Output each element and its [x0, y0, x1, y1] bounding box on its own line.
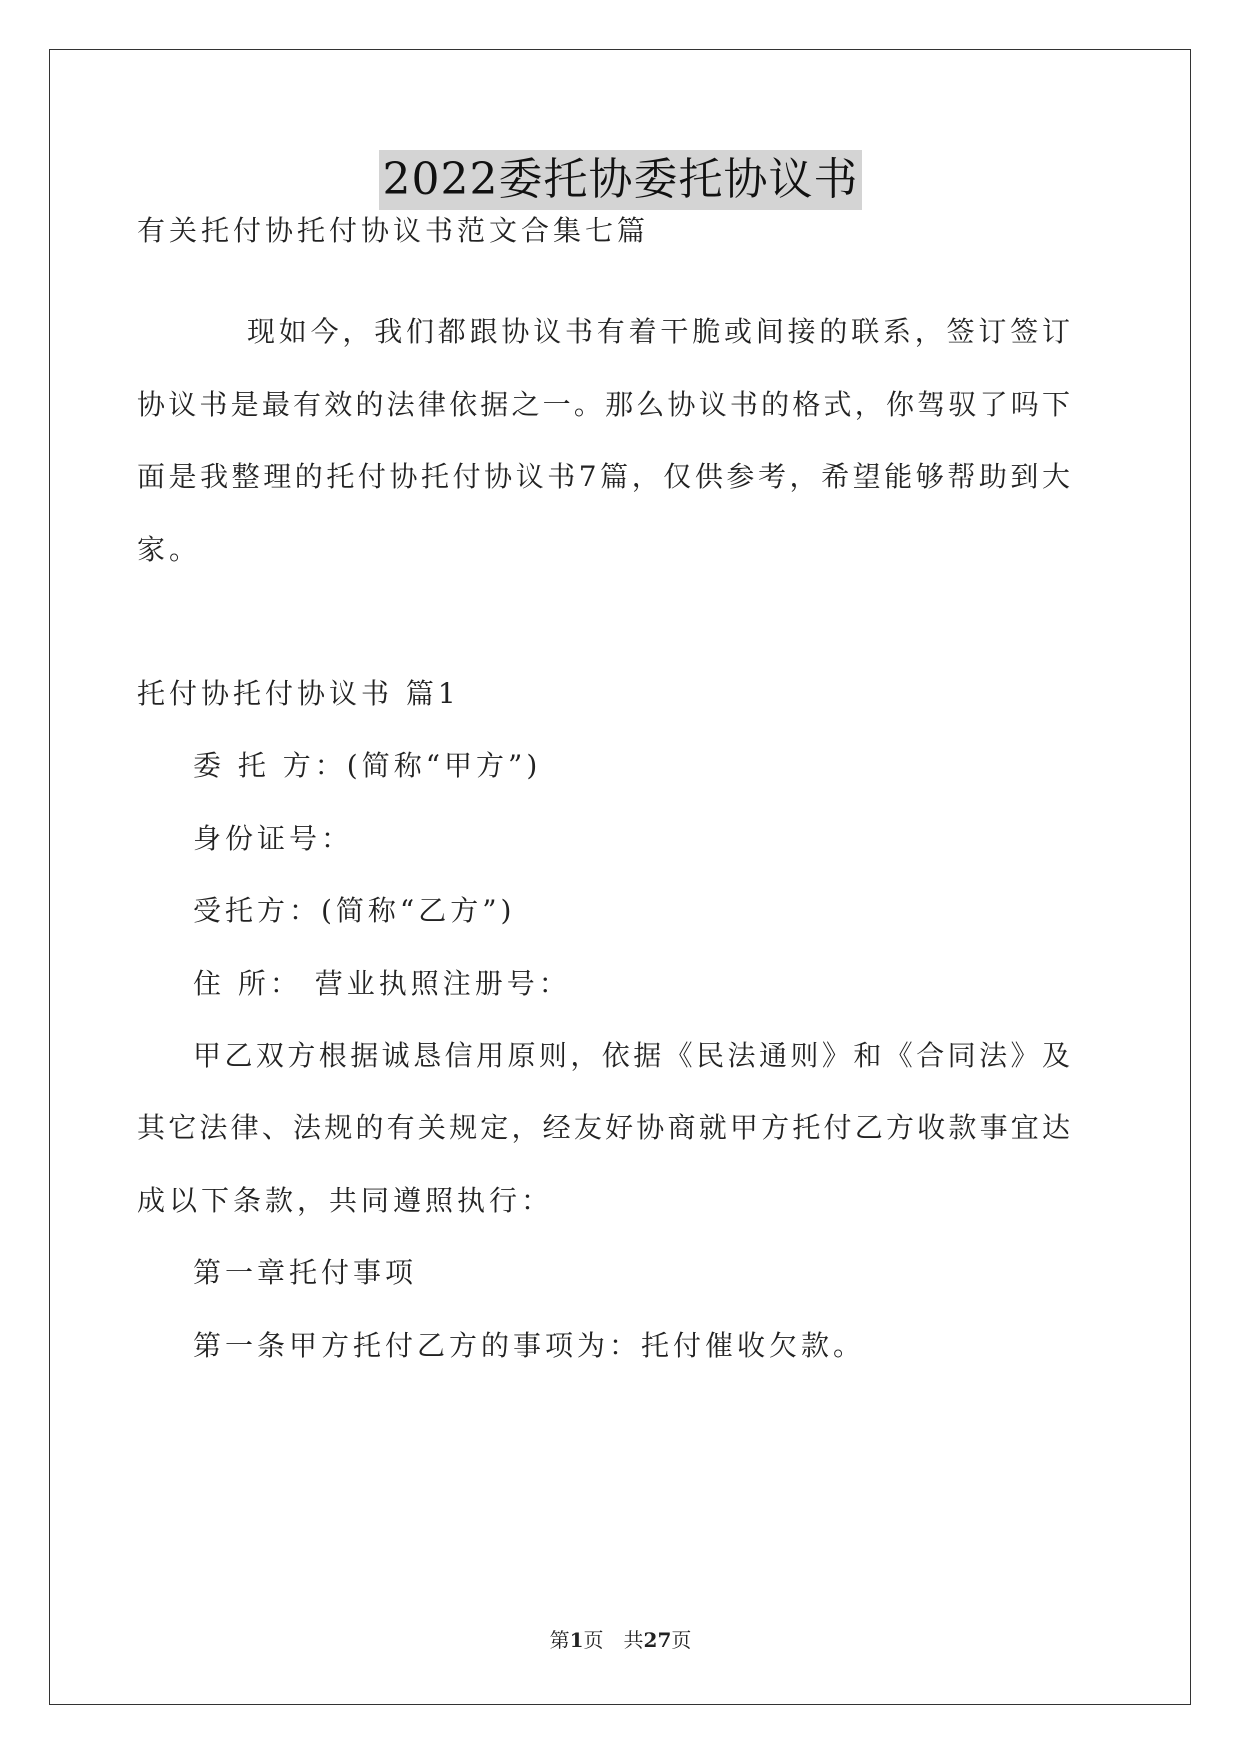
footer-page-number: 1: [569, 1628, 584, 1652]
agent-field: 受托方：(简称“乙方”): [193, 894, 516, 927]
address-field: 住 所： 营业执照注册号：: [193, 967, 571, 1000]
body-line-2: 其它法律、法规的有关规定，经友好协商就甲方托付乙方收款事宜达: [137, 1111, 1072, 1144]
chapter-heading: 第一章托付事项: [193, 1256, 418, 1289]
client-field: 委 托 方：(简称“甲方”): [193, 749, 542, 782]
intro-line-1: 现如今，我们都跟协议书有着干脆或间接的联系，签订签订: [247, 315, 1072, 348]
intro-line-3: 面是我整理的托付协托付协议书7篇，仅供参考，希望能够帮助到大: [137, 460, 1072, 493]
body-line-1: 甲乙双方根据诚恳信用原则，依据《民法通则》和《合同法》及: [193, 1039, 1072, 1072]
page-footer: [0, 1626, 1241, 1654]
footer-prefix: 第: [549, 1628, 570, 1652]
page-border: [49, 49, 1191, 1705]
body-line-3: 成以下条款，共同遵照执行：: [137, 1184, 554, 1217]
title-container: [0, 150, 1241, 210]
document-subtitle: 有关托付协托付协议书范文合集七篇: [137, 214, 650, 247]
document-title: 2022委托协委托协议书: [379, 150, 863, 210]
section-heading: 托付协托付协议书 篇1: [137, 677, 460, 710]
footer-total-pages: 27: [643, 1628, 672, 1652]
article-line: 第一条甲方托付乙方的事项为：托付催收欠款。: [193, 1329, 866, 1362]
id-number-field: 身份证号：: [193, 822, 354, 855]
footer-suffix: 页: [671, 1628, 692, 1652]
intro-line-4: 家。: [137, 533, 202, 566]
footer-middle: 页 共: [583, 1628, 644, 1652]
intro-line-2: 协议书是最有效的法律依据之一。那么协议书的格式，你驾驭了吗下: [137, 388, 1072, 421]
